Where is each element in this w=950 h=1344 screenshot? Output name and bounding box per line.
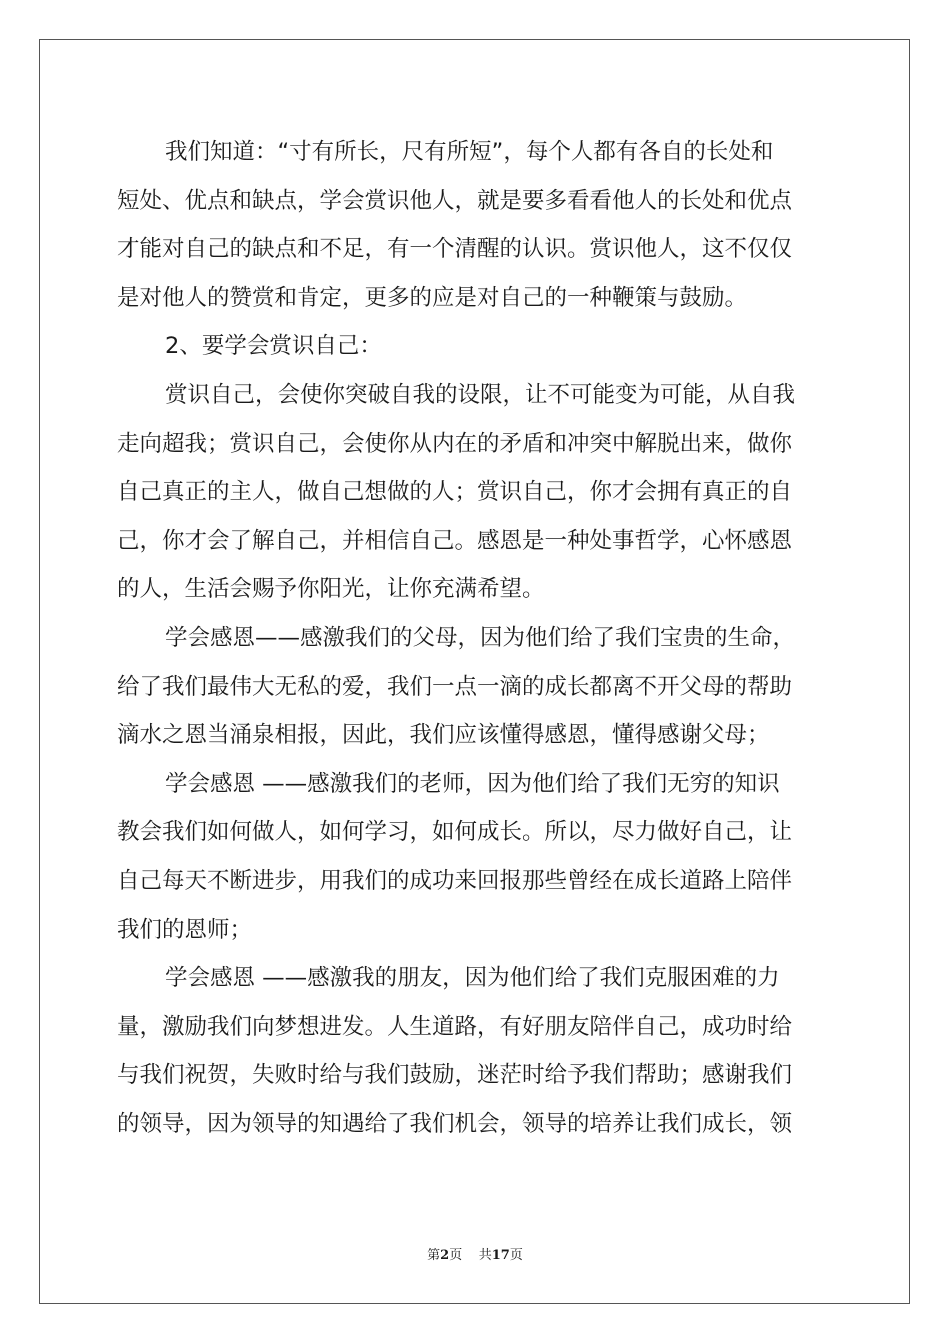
text-line: 学会感恩 ——感激我们的老师，因为他们给了我们无穷的知识	[165, 770, 780, 797]
paragraph-text	[117, 371, 833, 614]
text-line: 我们知道：“寸有所长，尺有所短”，每个人都有各自的长处和	[165, 139, 774, 165]
footer-mid: 页 共	[449, 1248, 492, 1263]
text-line: 是对他人的赞赏和肯定，更多的应是对自己的一种鞭策与鼓励。	[117, 284, 748, 311]
paragraph-text	[117, 954, 833, 1148]
text-line: 自己每天不断进步，用我们的成功来回报那些曾经在成长道路上陪伴	[117, 867, 793, 894]
paragraph-text	[117, 614, 833, 760]
paragraph-text	[117, 128, 833, 322]
text-line: 给了我们最伟大无私的爱，我们一点一滴的成长都离不开父母的帮助	[117, 673, 793, 700]
paragraph	[117, 760, 833, 954]
text-line: 我们的恩师；	[117, 916, 253, 943]
text-line: 2、要学会赏识自己：	[165, 333, 382, 360]
text-line: 的领导，因为领导的知遇给了我们机会，领导的培养让我们成长，领	[117, 1110, 793, 1137]
text-line: 教会我们如何做人，如何学习，如何成长。所以，尽力做好自己，让	[117, 819, 793, 846]
paragraph	[117, 322, 833, 371]
text-line: 才能对自己的缺点和不足，有一个清醒的认识。赏识他人，这不仅仅	[117, 236, 793, 263]
text-line: 短处、优点和缺点，学会赏识他人，就是要多看看他人的长处和优点	[117, 187, 793, 214]
footer-suffix: 页	[509, 1248, 523, 1263]
paragraph-text	[117, 322, 833, 371]
text-line: 自己真正的主人，做自己想做的人；赏识自己，你才会拥有真正的自	[117, 479, 793, 506]
footer-prefix: 第	[427, 1248, 441, 1263]
text-line: 滴水之恩当涌泉相报，因此，我们应该懂得感恩，懂得感谢父母；	[117, 722, 770, 749]
text-line: 己，你才会了解自己，并相信自己。感恩是一种处事哲学，心怀感恩	[117, 527, 793, 554]
text-line: 赏识自己，会使你突破自我的设限，让不可能变为可能，从自我	[165, 381, 796, 408]
paragraph	[117, 954, 833, 1148]
text-line: 与我们祝贺，失败时给与我们鼓励，迷茫时给予我们帮助；感谢我们	[117, 1062, 793, 1089]
document-body	[117, 128, 833, 1148]
text-line: 学会感恩——感激我们的父母，因为他们给了我们宝贵的生命，	[165, 624, 796, 651]
text-line: 量，激励我们向梦想进发。人生道路，有好朋友陪伴自己，成功时给	[117, 1013, 793, 1040]
text-line: 走向超我；赏识自己，会使你从内在的矛盾和冲突中解脱出来，做你	[117, 430, 793, 457]
text-line: 学会感恩 ——感激我的朋友，因为他们给了我们克服困难的力	[165, 965, 780, 992]
paragraph	[117, 371, 833, 614]
total-page-number: 17	[491, 1248, 510, 1263]
paragraph-text	[117, 760, 833, 954]
paragraph	[117, 128, 833, 322]
paragraph	[117, 614, 833, 760]
text-line: 的人，生活会赐予你阳光，让你充满希望。	[117, 576, 545, 603]
current-page-number: 2	[440, 1248, 450, 1263]
page-footer	[0, 1244, 950, 1263]
